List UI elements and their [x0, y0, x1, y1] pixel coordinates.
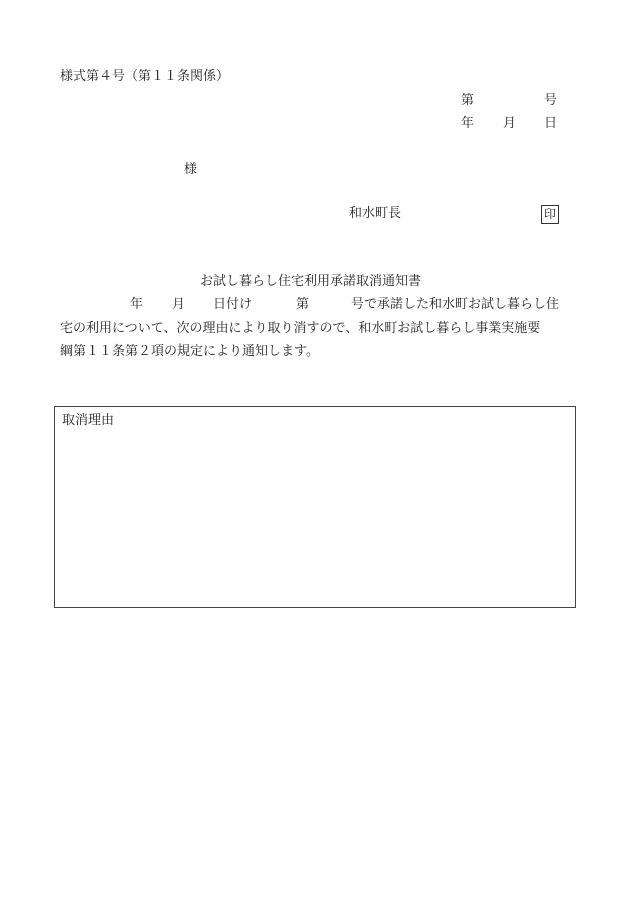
- form-number: 様式第４号（第１１条関係）: [60, 69, 230, 84]
- body-number-prefix: 第: [296, 297, 310, 312]
- body-line3: 綱第１１条第２項の規定により通知します。: [60, 344, 319, 359]
- doc-number-prefix: 第: [461, 93, 475, 108]
- body-line1-rest: 号で承諾した和水町お試し暮らし住: [351, 297, 560, 312]
- document-title: お試し暮らし住宅利用承諾取消通知書: [200, 274, 422, 289]
- doc-date-month: 月: [503, 116, 517, 131]
- cancellation-reason-box: [54, 406, 576, 608]
- body-dated: 日付け: [213, 297, 253, 312]
- doc-date-day: 日: [544, 116, 558, 131]
- seal-mark: 印: [541, 205, 559, 224]
- cancellation-reason-label: 取消理由: [62, 413, 115, 428]
- doc-date-year: 年: [461, 116, 475, 131]
- doc-number-suffix: 号: [544, 93, 558, 108]
- body-month: 月: [172, 297, 186, 312]
- addressee-suffix: 様: [184, 162, 198, 177]
- body-line2: 宅の利用について、次の理由により取り消すので、和水町お試し暮らし事業実施要: [60, 321, 541, 336]
- issuer-name: 和水町長: [349, 206, 402, 221]
- body-year: 年: [130, 297, 144, 312]
